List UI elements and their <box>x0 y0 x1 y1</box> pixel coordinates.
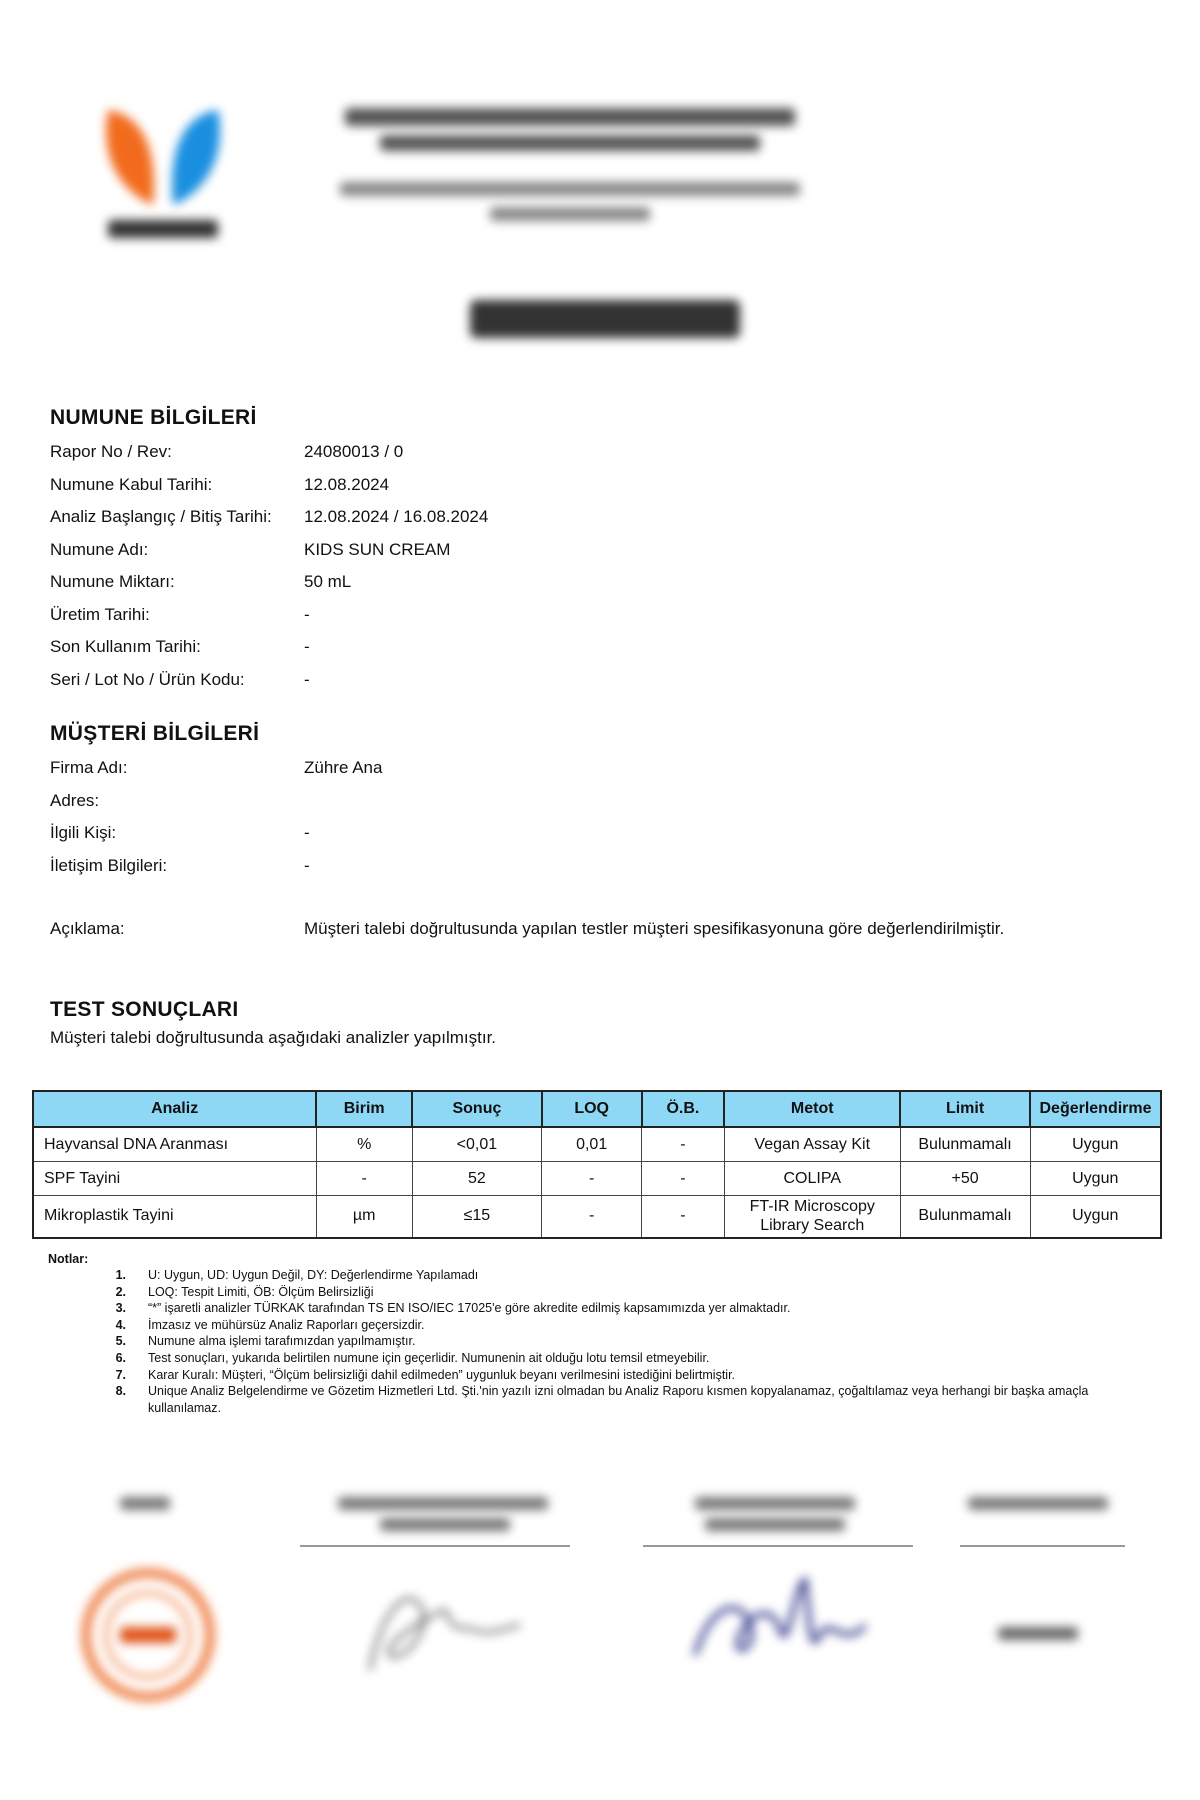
info-row <box>50 631 950 664</box>
company-name-line-2 <box>380 135 760 151</box>
info-value: Zühre Ana <box>304 758 383 777</box>
table-cell: - <box>642 1162 725 1196</box>
lab-manager-title <box>695 1497 855 1510</box>
info-row <box>50 501 950 534</box>
column-header: LOQ <box>542 1091 642 1127</box>
info-value: 12.08.2024 <box>304 474 390 494</box>
table-cell: 0,01 <box>542 1127 642 1162</box>
logo-graphic <box>88 95 238 255</box>
table-header-row <box>33 1091 1161 1127</box>
table-cell: <0,01 <box>412 1127 542 1162</box>
company-name-line-1 <box>345 108 795 126</box>
info-value: - <box>304 823 310 842</box>
note-text: Unique Analiz Belgelendirme ve Gözetim Hizmetleri Ltd. Şti.'nin yazılı izni olmadan bu Analiz Raporu kısmen kopyalanamaz, çoğaltılamaz veya herhangi bir başka amaçla kullanılamaz. <box>148 1384 1089 1415</box>
table-cell: - <box>542 1196 642 1238</box>
note-text: “*” işaretli analizler TÜRKAK tarafından TS EN ISO/IEC 17025'e göre akredite edilmiş kapsamımızda yer almaktadır. <box>148 1301 791 1316</box>
table-cell: - <box>642 1127 725 1162</box>
info-value: KIDS SUN CREAM <box>304 539 451 559</box>
table-cell: Hayvansal DNA Aranması <box>33 1127 316 1162</box>
info-value: - <box>304 669 310 689</box>
note-number: 4. <box>115 1317 126 1332</box>
table-cell: Mikroplastik Tayini <box>33 1196 316 1238</box>
column-header: Sonuç <box>412 1091 542 1127</box>
info-label: Rapor No / Rev: <box>50 442 172 461</box>
note-text: İmzasız ve mühürsüz Analiz Raporları geçersizdir. <box>148 1317 425 1332</box>
info-label: Numune Adı: <box>50 539 149 559</box>
note-text: Test sonuçları, yukarıda belirtilen numune için geçerlidir. Numunenin ait olduğu lotu temsil etmeyebilir. <box>148 1350 710 1365</box>
note-number: 7. <box>115 1367 126 1382</box>
customer-info-section <box>50 722 1150 946</box>
table-cell: Vegan Assay Kit <box>724 1127 900 1162</box>
info-value <box>304 785 1150 818</box>
stamp-graphic <box>78 1565 218 1705</box>
note-item <box>48 1333 1158 1350</box>
note-number: 6. <box>115 1350 126 1365</box>
note-number: 5. <box>115 1334 126 1349</box>
info-value: 12.08.2024 / 16.08.2024 <box>304 507 489 526</box>
table-body <box>33 1127 1161 1238</box>
info-label: Son Kullanım Tarihi: <box>50 637 201 656</box>
info-value: - <box>304 604 310 624</box>
table-cell: - <box>642 1196 725 1238</box>
signature-1 <box>350 1575 530 1685</box>
info-label: İletişim Bilgileri: <box>50 855 168 875</box>
column-header: Limit <box>900 1091 1030 1127</box>
info-label: Üretim Tarihi: <box>50 604 150 624</box>
description-row <box>50 913 1150 946</box>
note-number: 8. <box>115 1384 126 1399</box>
info-row <box>50 534 950 567</box>
table-row <box>33 1196 1161 1238</box>
info-row <box>50 817 1150 850</box>
info-label: Adres: <box>50 790 100 810</box>
signature-graphic <box>350 1575 530 1685</box>
info-value: 24080013 / 0 <box>304 442 404 461</box>
table-cell: Uygun <box>1030 1196 1161 1238</box>
seal-caption <box>120 1497 170 1510</box>
info-label: Numune Miktarı: <box>50 572 175 591</box>
info-value: 50 mL <box>304 572 352 591</box>
column-header: Birim <box>316 1091 412 1127</box>
company-logo <box>88 95 238 255</box>
info-label: Analiz Başlangıç / Bitiş Tarihi: <box>50 507 272 526</box>
info-row <box>50 785 1150 818</box>
info-row <box>50 599 950 632</box>
table-cell: +50 <box>900 1162 1030 1196</box>
signature-graphic <box>680 1565 880 1685</box>
signature-2 <box>680 1565 880 1685</box>
table-cell: SPF Tayini <box>33 1162 316 1196</box>
report-date-value <box>998 1627 1078 1640</box>
table-cell: 52 <box>412 1162 542 1196</box>
column-header: Ö.B. <box>642 1091 725 1127</box>
info-row <box>50 752 1150 785</box>
sample-officer-title <box>338 1497 548 1510</box>
table-row <box>33 1162 1161 1196</box>
results-table <box>32 1090 1162 1239</box>
table-cell: Uygun <box>1030 1127 1161 1162</box>
sample-info-section <box>50 406 950 696</box>
customer-info-list <box>50 752 1150 882</box>
signature-line <box>300 1545 570 1547</box>
table-cell: % <box>316 1127 412 1162</box>
column-header: Analiz <box>33 1091 316 1127</box>
table-cell: Bulunmamalı <box>900 1127 1030 1162</box>
info-row <box>50 436 950 469</box>
info-label: Firma Adı: <box>50 758 128 777</box>
info-row <box>50 664 950 697</box>
note-number: 3. <box>115 1301 126 1316</box>
note-item <box>48 1284 1158 1301</box>
description-value: Müşteri talebi doğrultusunda yapılan testler müşteri spesifikasyonuna göre değerlendirilmiştir. <box>304 919 1005 938</box>
lab-manager-name <box>705 1518 845 1531</box>
notes-section <box>48 1252 1158 1416</box>
note-text: Karar Kuralı: Müşteri, “Ölçüm belirsizliği dahil edilmeden” uygunluk beyanı verilmesini istediğini belirtmiştir. <box>148 1367 736 1382</box>
info-row <box>50 469 950 502</box>
info-value: - <box>304 637 310 656</box>
notes-list <box>48 1267 1158 1416</box>
signature-line <box>643 1545 913 1547</box>
info-label: Seri / Lot No / Ürün Kodu: <box>50 669 245 689</box>
info-row <box>50 850 1150 883</box>
table-cell: Bulunmamalı <box>900 1196 1030 1238</box>
signature-line <box>960 1545 1125 1547</box>
note-text: U: Uygun, UD: Uygun Değil, DY: Değerlendirme Yapılamadı <box>148 1268 479 1282</box>
table-cell: ≤15 <box>412 1196 542 1238</box>
note-text: LOQ: Tespit Limiti, ÖB: Ölçüm Belirsizliği <box>148 1284 374 1299</box>
table-cell: µm <box>316 1196 412 1238</box>
note-number: 1. <box>115 1268 126 1282</box>
sample-info-list <box>50 436 950 696</box>
section-title: TEST SONUÇLARI <box>50 998 239 1021</box>
section-title: MÜŞTERİ BİLGİLERİ <box>50 722 260 745</box>
note-number: 2. <box>115 1284 126 1299</box>
section-title: NUMUNE BİLGİLERİ <box>50 406 257 429</box>
note-item <box>48 1383 1158 1416</box>
table-row <box>33 1127 1161 1162</box>
test-results-intro: Müşteri talebi doğrultusunda aşağıdaki analizler yapılmıştır. <box>50 1028 497 1047</box>
note-item <box>48 1300 1158 1317</box>
table-cell: - <box>542 1162 642 1196</box>
note-item <box>48 1367 1158 1384</box>
sample-officer-name <box>380 1518 510 1531</box>
report-title <box>470 300 740 338</box>
info-row <box>50 566 950 599</box>
company-address-line-1 <box>340 182 800 196</box>
note-item <box>48 1350 1158 1367</box>
note-item <box>48 1267 1158 1284</box>
note-text: Numune alma işlemi tarafımızdan yapılmamıştır. <box>148 1334 416 1349</box>
column-header: Değerlendirme <box>1030 1091 1161 1127</box>
test-results-section <box>50 998 1150 1048</box>
table-cell: - <box>316 1162 412 1196</box>
info-value: - <box>304 855 310 875</box>
table-cell: Uygun <box>1030 1162 1161 1196</box>
notes-title: Notlar: <box>48 1252 89 1266</box>
info-label: Numune Kabul Tarihi: <box>50 474 213 494</box>
company-address-line-2 <box>490 207 650 221</box>
info-label: İlgili Kişi: <box>50 823 117 842</box>
note-item <box>48 1317 1158 1334</box>
description-label: Açıklama: <box>50 919 125 938</box>
report-date-caption <box>968 1497 1108 1510</box>
column-header: Metot <box>724 1091 900 1127</box>
table-cell: COLIPA <box>724 1162 900 1196</box>
table-cell: FT-IR Microscopy Library Search <box>724 1196 900 1238</box>
company-stamp <box>78 1565 218 1705</box>
